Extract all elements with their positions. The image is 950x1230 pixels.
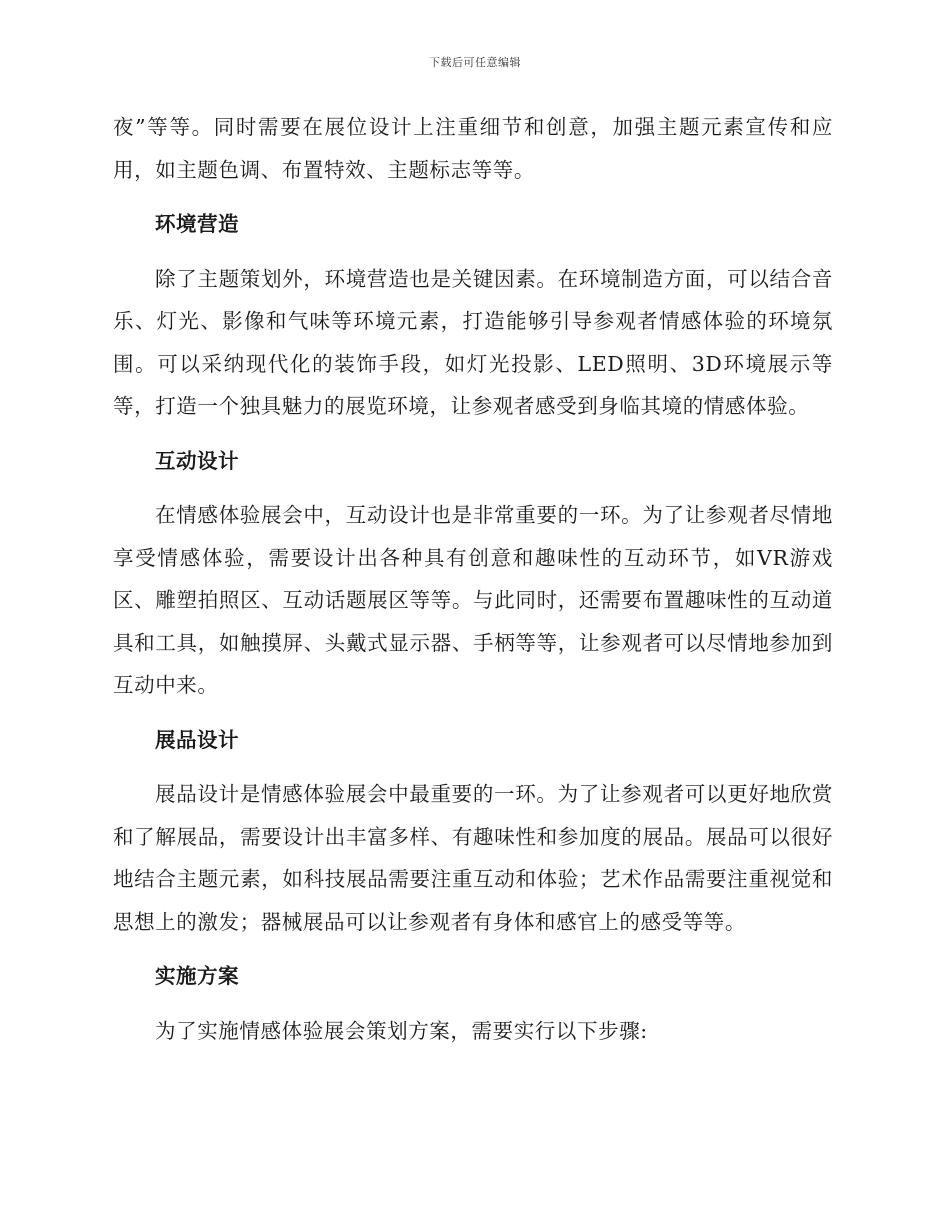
section-heading-implementation: 实施方案 [155,964,239,988]
continuation-paragraph: 夜”等等。同时需要在展位设计上注重细节和创意，加强主题元素宣传和应用，如主题色调、布置特效、主题标志等等。 [113,115,833,182]
exhibits-paragraph: 展品设计是情感体验展会中最重要的一环。为了让参观者可以更好地欣赏和了解展品，需要设计出丰富多样、有趣味性和参加度的展品。展品可以很好地结合主题元素，如科技展品需要注重互动和体验；艺术作品需要注重视觉和思想上的激发；器械展品可以让参观者有身体和感官上的感受等等。 [113,782,833,934]
environment-paragraph: 除了主题策划外，环境营造也是关键因素。在环境制造方面，可以结合音乐、灯光、影像和气味等环境元素，打造能够引导参观者情感体验的环境氛围。可以采纳现代化的装饰手段，如灯光投影、LED照明、3D环境展示等等，打造一个独具魅力的展览环境，让参观者感受到身临其境的情感体验。 [113,266,833,418]
document-body [113,106,833,1052]
page-header: 下载后可任意编辑 [429,56,521,69]
section-heading-environment: 环境营造 [155,212,239,236]
implementation-paragraph: 为了实施情感体验展会策划方案，需要实行以下步骤: [155,1018,648,1043]
interaction-paragraph: 在情感体验展会中，互动设计也是非常重要的一环。为了让参观者尽情地享受情感体验，需要设计出各种具有创意和趣味性的互动环节，如VR游戏区、雕塑拍照区、互动话题展区等等。与此同时，还需要布置趣味性的互动道具和工具，如触摸屏、头戴式显示器、手柄等等，让参观者可以尽情地参加到互动中来。 [113,503,833,697]
section-heading-exhibits: 展品设计 [155,727,239,752]
section-heading-interaction: 互动设计 [155,448,239,473]
